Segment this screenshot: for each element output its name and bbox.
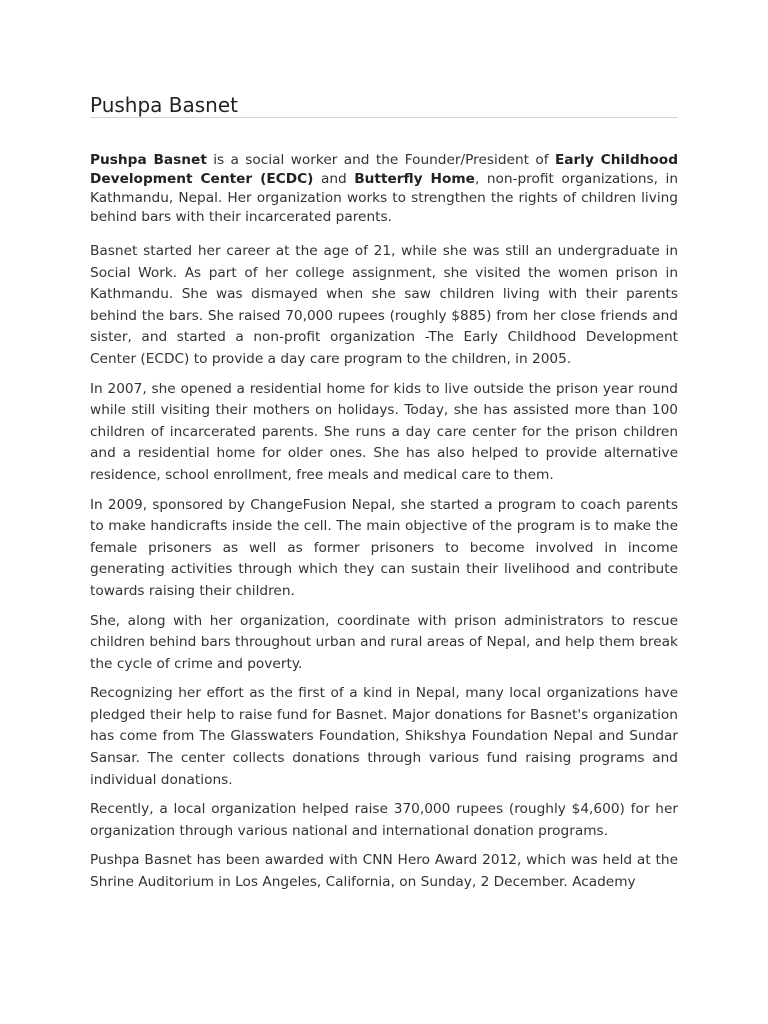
intro-text-1: is a social worker and the Founder/President of <box>206 152 555 168</box>
article-body <box>90 151 678 902</box>
paragraph-donations: Recognizing her effort as the first of a kind in Nepal, many local organizations have pledged their help to raise fund for Basnet. Major donations for Basnet's organization has come from The Glasswaters Foundation, Shikshya Foundation Nepal and Sundar Sansar. The center collects donations through various fund raising programs and individual donations. <box>90 685 678 788</box>
paragraph-handicrafts-program: In 2009, sponsored by ChangeFusion Nepal, she started a program to coach parents to make handicrafts inside the cell. The main objective of the program is to make the female prisoners as well as former prisoners to become involved in income generating activities through which they can sustain their livelihood and contribute towards raising their children. <box>90 496 678 599</box>
organization-ecdc: Early Childhood Development Center (ECDC) <box>90 152 678 187</box>
title-divider <box>90 117 678 118</box>
paragraph-cnn-hero-award: Pushpa Basnet has been awarded with CNN Hero Award 2012, which was held at the Shrine Auditorium in Los Angeles, California, on Sunday, 2 December. Academy <box>90 852 678 891</box>
paragraph-career-start: Basnet started her career at the age of 21, while she was still an undergraduate in Social Work. As part of her college assignment, she visited the women prison in Kathmandu. She was dismayed when she saw children living with their parents behind the bars. She raised 70,000 rupees (roughly $885) from her close friends and sister, and started a non-profit organization -The Early Childhood Development Center (ECDC) to provide a day care program to the children, in 2005. <box>90 243 678 367</box>
page-title: Pushpa Basnet <box>90 93 239 117</box>
paragraph-rescue: She, along with her organization, coordinate with prison administrators to rescue children behind bars throughout urban and rural areas of Nepal, and help them break the cycle of crime and poverty. <box>90 612 678 672</box>
intro-text-2: and <box>313 171 355 187</box>
intro-paragraph <box>90 151 678 227</box>
paragraph-recent-fundraising: Recently, a local organization helped raise 370,000 rupees (roughly $4,600) for her organization through various national and international donation programs. <box>90 801 678 839</box>
organization-butterfly-home: Butterfly Home <box>354 171 475 187</box>
intro-text-3: , non-profit organizations, in Kathmandu, Nepal. Her organization works to strengthen the rights of children living behind bars with their incarcerated parents. <box>90 171 678 225</box>
subject-name: Pushpa Basnet <box>90 152 207 168</box>
paragraph-residential-home: In 2007, she opened a residential home for kids to live outside the prison year round while still visiting their mothers on holidays. Today, she has assisted more than 100 children of incarcerated parents. She runs a day care center for the prison children and a residential home for older ones. She has also helped to provide alternative residence, school enrollment, free meals and medical care to them. <box>90 380 678 483</box>
